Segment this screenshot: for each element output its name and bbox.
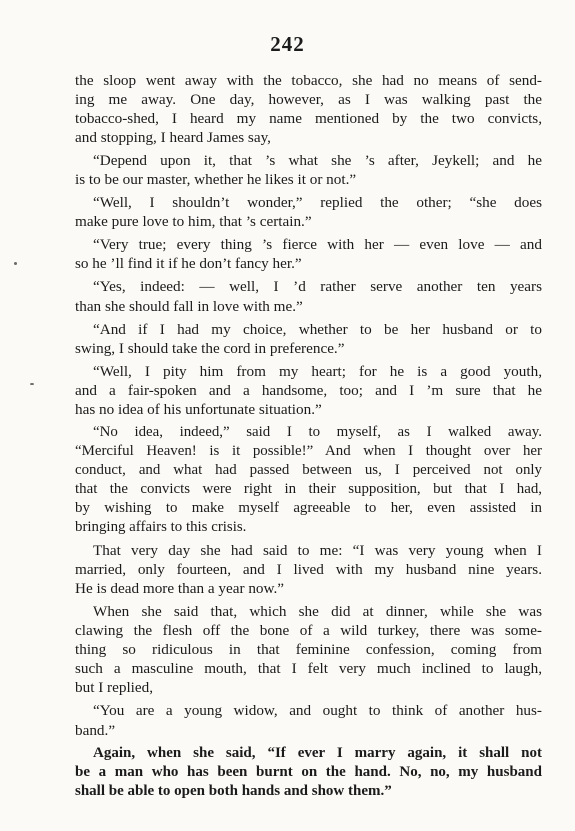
text-line: “No idea, indeed,” said I to myself, as I walked away. (93, 423, 542, 440)
text-line: be a man who has been burnt on the hand. No, no, my husband (75, 763, 542, 780)
text-line: has no idea of his unfortunate situation.” (75, 400, 322, 418)
text-line: “Well, I pity him from my heart; for he is a good youth, (93, 362, 542, 380)
text-line: by wishing to make myself agreeable to her, even assisted in (75, 499, 542, 516)
text-line: Again, when she said, “If ever I marry again, it shall not (93, 744, 542, 761)
text-line: “Merciful Heaven! is it possible!” And when I thought over her (75, 442, 542, 459)
text-line: that the convicts were right in their supposition, but that I had, (75, 480, 542, 497)
text-line: thing so ridiculous in that feminine confession, coming from (75, 641, 542, 659)
text-line: than she should fall in love with me.” (75, 297, 303, 315)
text-line: bringing affairs to this crisis. (75, 519, 247, 536)
text-line: conduct, and what had passed between us, I perceived not only (75, 461, 542, 478)
text-line: “Yes, indeed: — well, I ’d rather serve another ten years (93, 278, 542, 296)
text-line: so he ’ll find it if he don’t fancy her.” (75, 255, 302, 273)
margin-speck (30, 383, 34, 385)
text-line: “You are a young widow, and ought to think of another hus- (93, 702, 542, 720)
text-line: That very day she had said to me: “I was very young when I (93, 542, 542, 560)
text-line: “Well, I shouldn’t wonder,” replied the other; “she does (93, 194, 542, 212)
text-line: such a masculine mouth, that I felt very much inclined to laugh, (75, 660, 542, 678)
body-text (75, 71, 542, 801)
text-line: ing me away. One day, however, as I was walking past the (75, 91, 542, 109)
text-line: “Depend upon it, that ’s what she ’s after, Jeykell; and he (93, 152, 542, 170)
text-line: and stopping, I heard James say, (75, 129, 271, 147)
text-line: band.” (75, 721, 116, 739)
text-line: married, only fourteen, and I lived with my husband nine years. (75, 561, 542, 579)
text-line: but I replied, (75, 679, 154, 697)
text-line: is to be our master, whether he likes it or not.” (75, 171, 357, 189)
text-line: “And if I had my choice, whether to be her husband or to (93, 320, 542, 338)
text-line: He is dead more than a year now.” (75, 580, 285, 598)
text-line: and a fair-spoken and a handsome, too; and I ’m sure that he (75, 381, 542, 399)
text-line: the sloop went away with the tobacco, she had no means of send- (75, 72, 542, 89)
text-line: When she said that, which she did at dinner, while she was (93, 603, 542, 621)
text-line: make pure love to him, that ’s certain.” (75, 213, 312, 231)
text-line: swing, I should take the cord in preference.” (75, 339, 345, 357)
text-line: shall be able to open both hands and show them.” (75, 782, 392, 799)
text-line: tobacco-shed, I heard my name mentioned by the two convicts, (75, 110, 542, 128)
margin-speck (14, 262, 17, 265)
text-line: clawing the flesh off the bone of a wild turkey, there was some- (75, 622, 542, 640)
text-line: “Very true; every thing ’s fierce with her — even love — and (93, 236, 542, 254)
page-number: 242 (270, 32, 305, 56)
